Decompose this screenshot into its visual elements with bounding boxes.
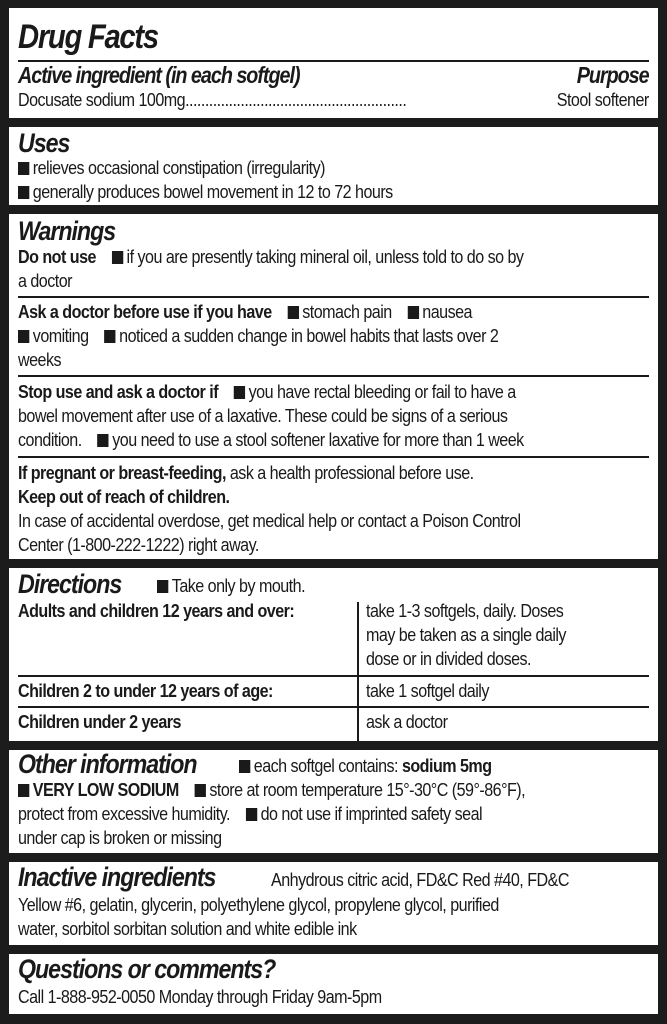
list-item: [18, 180, 649, 204]
keep-out-line: [18, 485, 649, 509]
bullet-square-icon: [104, 330, 115, 343]
warnings-heading: Warnings: [18, 216, 116, 246]
questions-panel: [9, 954, 658, 1014]
overdose-line-2: [18, 533, 649, 557]
bullet-square-icon: [18, 186, 29, 199]
page-title: Drug Facts: [18, 18, 158, 56]
other-info-line-1: [239, 754, 649, 778]
do-not-use-line-1: [18, 245, 649, 269]
inactive-line-2: [18, 893, 649, 917]
warning-text: Center (1-800-222-1222) right away.: [18, 534, 259, 555]
inactive-text: water, sorbitol sorbitan solution and white edible ink: [18, 918, 357, 939]
keep-out-of-reach: Keep out of reach of children.: [18, 486, 230, 507]
age-group: Children under 2 years: [18, 711, 181, 732]
dose-text: dose or in divided doses.: [366, 648, 532, 669]
pregnant-label: If pregnant or breast-feeding,: [18, 462, 226, 483]
bullet-square-icon: [18, 784, 29, 797]
very-low-sodium: VERY LOW SODIUM: [32, 779, 179, 800]
other-info-text: do not use if imprinted safety seal: [260, 803, 483, 824]
stop-use-line-2: [18, 404, 649, 428]
ingredient-purpose: Stool softener: [556, 89, 649, 110]
contact-phone-text: Call 1-888-952-0050 Monday through Friday 9am-5pm: [18, 986, 382, 1007]
overdose-line-1: [18, 509, 649, 533]
bullet-square-icon: [195, 784, 206, 797]
active-ingredient-heading: Active ingredient (in each softgel): [18, 62, 300, 88]
bullet-square-icon: [408, 306, 419, 319]
inactive-text: Anhydrous citric acid, FD&C Red #40, FD&C: [271, 869, 569, 890]
stop-use-line-3: [18, 428, 649, 452]
directions-note: [157, 574, 649, 598]
bullet-square-icon: [18, 330, 29, 343]
pregnant-line: [18, 461, 649, 485]
other-info-text: each softgel contains:: [253, 755, 398, 776]
dose-text: take 1 softgel daily: [366, 680, 489, 701]
ingredient-name: Docusate sodium 100mg: [18, 89, 186, 110]
uses-item-text: relieves occasional constipation (irregularity): [32, 157, 325, 178]
warning-text: you have rectal bleeding or fail to have a: [248, 381, 516, 402]
divider: [18, 456, 649, 458]
warning-text: you need to use a stool softener laxative for more than 1 week: [112, 429, 524, 450]
warning-text: stomach pain: [302, 301, 392, 322]
ask-doctor-line-3: [18, 348, 649, 372]
bullet-square-icon: [97, 434, 108, 447]
other-info-text: under cap is broken or missing: [18, 827, 222, 848]
warning-text: if you are presently taking mineral oil, unless told to do so by: [126, 246, 524, 267]
stop-use-line-1: [18, 380, 649, 404]
warning-text: a doctor: [18, 270, 72, 291]
bullet-square-icon: [157, 580, 168, 593]
stop-use-label: Stop use and ask a doctor if: [18, 381, 219, 402]
ask-doctor-line-1: [18, 300, 649, 324]
do-not-use-line-2: [18, 269, 649, 293]
bullet-square-icon: [287, 306, 298, 319]
divider: [18, 675, 649, 677]
age-group: Children 2 to under 12 years of age:: [18, 680, 273, 701]
warning-text: noticed a sudden change in bowel habits that lasts over 2: [119, 325, 499, 346]
warning-text: bowel movement after use of a laxative. These could be signs of a serious: [18, 405, 508, 426]
sodium-amount: sodium 5mg: [401, 755, 492, 776]
other-info-text: protect from excessive humidity.: [18, 803, 230, 824]
questions-heading: Questions or comments?: [18, 954, 276, 984]
dose-text: ask a doctor: [366, 711, 448, 732]
inactive-text: Yellow #6, gelatin, glycerin, polyethylene glycol, propylene glycol, purified: [18, 894, 499, 915]
do-not-use-label: Do not use: [18, 246, 96, 267]
page-title-wrap: [18, 18, 181, 56]
directions-heading: Directions: [18, 569, 122, 599]
active-ingredient-header-row: [18, 62, 649, 86]
directions-note-text: Take only by mouth.: [171, 575, 306, 596]
other-info-text: store at room temperature 15°-30°C (59°-86°F),: [209, 779, 526, 800]
bullet-square-icon: [18, 162, 29, 175]
warning-text: In case of accidental overdose, get medical help or contact a Poison Control: [18, 510, 521, 531]
age-group: Adults and children 12 years and over:: [18, 600, 295, 621]
other-info-line-4: [18, 826, 649, 850]
other-information-heading: Other information: [18, 749, 197, 779]
inactive-line-3: [18, 917, 649, 941]
dose-text: may be taken as a single daily: [366, 624, 566, 645]
active-ingredient-row: [18, 88, 649, 112]
divider: [18, 375, 649, 377]
directions-header: [18, 570, 138, 598]
warning-text: vomiting: [32, 325, 89, 346]
other-information-panel: [9, 750, 658, 853]
dose-cell: [366, 599, 649, 623]
warning-text: nausea: [422, 301, 472, 322]
divider: [18, 296, 649, 298]
purpose-heading: Purpose: [577, 62, 649, 88]
list-item: [18, 156, 649, 180]
bullet-square-icon: [239, 760, 250, 773]
bullet-square-icon: [112, 251, 123, 264]
divider: [18, 706, 649, 708]
other-info-line-3: [18, 802, 649, 826]
dose-cell: [366, 679, 649, 703]
warning-text: weeks: [18, 349, 62, 370]
warning-text: ask a health professional before use.: [229, 462, 474, 483]
directions-panel: [9, 568, 658, 741]
drug-facts-header-panel: [9, 8, 658, 118]
uses-panel: [9, 127, 658, 205]
bullet-square-icon: [246, 808, 257, 821]
warning-text: condition.: [18, 429, 82, 450]
dose-text: take 1-3 softgels, daily. Doses: [366, 600, 564, 621]
uses-heading: Uses: [18, 128, 70, 158]
other-info-line-2: [18, 778, 649, 802]
inactive-line-1: [271, 868, 649, 892]
uses-item-text: generally produces bowel movement in 12 to 72 hours: [32, 181, 393, 202]
dose-cell: [366, 710, 649, 734]
ask-doctor-line-2: [18, 324, 649, 348]
warnings-panel: [9, 214, 658, 559]
bullet-square-icon: [234, 386, 245, 399]
leader-dots: ........................................................: [185, 89, 407, 110]
inactive-ingredients-panel: [9, 862, 658, 945]
dose-cell: [366, 647, 649, 671]
inactive-ingredients-heading: Inactive ingredients: [18, 862, 216, 892]
questions-line: [18, 985, 649, 1009]
ask-doctor-label: Ask a doctor before use if you have: [18, 301, 272, 322]
dose-cell: [366, 623, 649, 647]
